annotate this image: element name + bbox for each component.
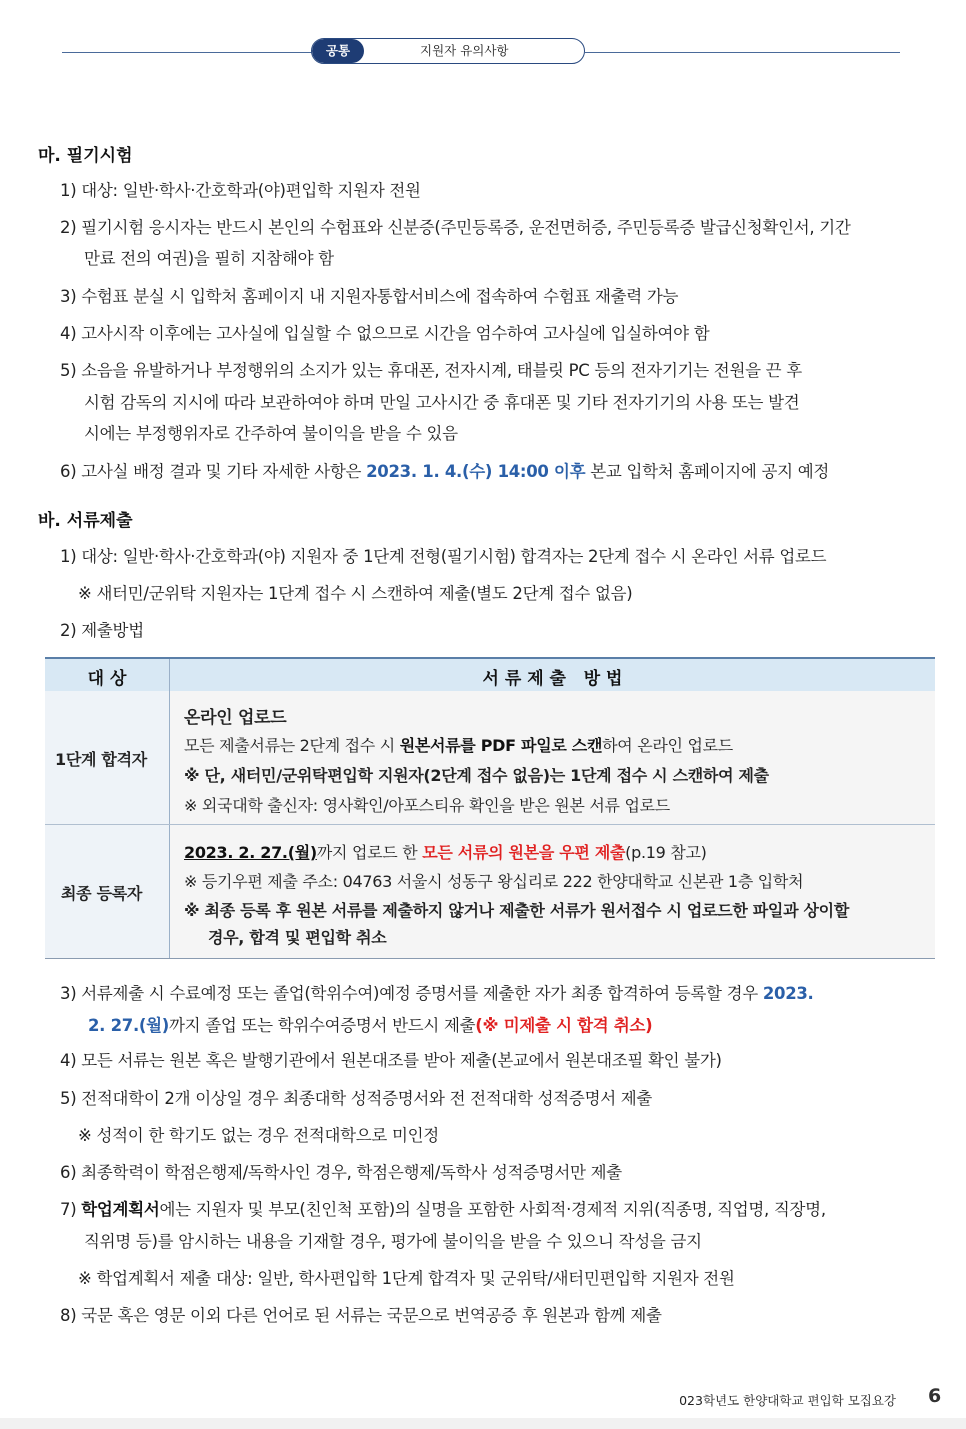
table-row-warning: ※ 최종 등록 후 원본 서류를 제출하지 않거나 제출한 서류가 원서접수 시 업로드한 파일과 상이할 bbox=[184, 901, 849, 920]
date-highlight: 2023. 1. 4.(수) 14:00 이후 bbox=[366, 462, 586, 481]
header-tag: 공통 bbox=[312, 39, 364, 63]
header-rule-left bbox=[62, 52, 312, 53]
date-highlight: 2. 27.(월) bbox=[88, 1016, 170, 1035]
list-item: 6) 최종학력이 학점은행제/독학사인 경우, 학점은행제/독학사 성적증명서만 제출 bbox=[60, 1163, 622, 1182]
divider bbox=[45, 958, 935, 959]
footer-bar bbox=[0, 1418, 966, 1429]
header-title: 지원자 유의사항 bbox=[420, 43, 509, 58]
list-item: 5) 전적대학이 2개 이상일 경우 최종대학 성적증명서와 전 전적대학 성적증명서 제출 bbox=[60, 1089, 653, 1108]
list-item: 1) 대상: 일반·학사·간호학과(야) 지원자 중 1단계 전형(필기시험) 합격자는 2단계 접수 시 온라인 서류 업로드 bbox=[60, 547, 827, 566]
header-banner bbox=[311, 38, 585, 64]
text-red: 모든 서류의 원본을 우편 제출 bbox=[422, 843, 626, 862]
text-red: (※ 미제출 시 합격 취소) bbox=[475, 1016, 653, 1035]
table-row-note-bold: ※ 단, 새터민/군위탁편입학 지원자(2단계 접수 없음)는 1단계 접수 시 스캔하여 제출 bbox=[184, 766, 769, 785]
section-heading-written-exam: 마. 필기시험 bbox=[38, 146, 133, 166]
list-item: 4) 고사시작 이후에는 고사실에 입실할 수 없으므로 시간을 엄수하여 고사실에 입실하여야 함 bbox=[60, 324, 710, 343]
row-title-online: 온라인 업로드 bbox=[184, 708, 287, 728]
text: 하여 온라인 업로드 bbox=[602, 736, 733, 755]
table-row-warning-cont: 경우, 합격 및 편입학 취소 bbox=[208, 928, 387, 947]
page-number: 6 bbox=[928, 1385, 942, 1407]
text-bold: 원본서류를 PDF 파일로 스캔 bbox=[399, 736, 603, 755]
text: 7) bbox=[60, 1200, 82, 1219]
note: ※ 학업계획서 제출 대상: 일반, 학사편입학 1단계 합격자 및 군위탁/새터민편입학 지원자 전원 bbox=[78, 1269, 735, 1288]
footer-text: 023학년도 한양대학교 편입학 모집요강 bbox=[679, 1393, 896, 1408]
table-row-text bbox=[184, 840, 707, 863]
list-item: 5) 소음을 유발하거나 부정행위의 소지가 있는 휴대폰, 전자시계, 태블릿 PC 등의 전자기기는 전원을 끈 후 bbox=[60, 361, 802, 380]
list-item-cont bbox=[88, 1012, 652, 1036]
note: ※ 성적이 한 학기도 없는 경우 전적대학으로 미인정 bbox=[78, 1126, 439, 1145]
section-heading-documents: 바. 서류제출 bbox=[38, 511, 133, 531]
deadline-date: 2023. 2. 27.(월) bbox=[184, 843, 317, 862]
text: 3) 서류제출 시 수료예정 또는 졸업(학위수여)예정 증명서를 제출한 자가 최종 합격하여 등록할 경우 bbox=[60, 984, 763, 1003]
list-item: 8) 국문 혹은 영문 이외 다른 언어로 된 서류는 국문으로 번역공증 후 원본과 함께 제출 bbox=[60, 1306, 662, 1325]
text: 까지 졸업 또는 학위수여증명서 반드시 제출 bbox=[169, 1016, 476, 1035]
divider bbox=[169, 659, 170, 691]
row-target-final: 최종 등록자 bbox=[61, 884, 143, 903]
text: 까지 업로드 한 bbox=[316, 843, 423, 862]
date-highlight: 2023. bbox=[762, 984, 814, 1003]
table-row-note: ※ 외국대학 출신자: 영사확인/아포스티유 확인을 받은 원본 서류 업로드 bbox=[184, 796, 670, 815]
list-item: 1) 대상: 일반·학사·간호학과(야)편입학 지원자 전원 bbox=[60, 181, 421, 200]
list-item: 2) 필기시험 응시자는 반드시 본인의 수험표와 신분증(주민등록증, 운전면허증, 주민등록증 발급신청확인서, 기간 bbox=[60, 218, 851, 237]
table-header-method: 서 류 제 출 방 법 bbox=[482, 669, 623, 689]
list-item bbox=[60, 980, 814, 1004]
text: 에는 지원자 및 부모(친인척 포함)의 실명을 포함한 사회적·경제적 지위(직종명, 직업명, 직장명, bbox=[159, 1200, 826, 1219]
list-item-cont: 시에는 부정행위자로 간주하여 불이익을 받을 수 있음 bbox=[84, 424, 458, 443]
row-target-stage1: 1단계 합격자 bbox=[55, 750, 147, 769]
table-header-target: 대 상 bbox=[87, 669, 127, 689]
list-item: 2) 제출방법 bbox=[60, 621, 144, 640]
list-item-cont: 만료 전의 여권)을 필히 지참해야 함 bbox=[84, 249, 334, 268]
list-item: 4) 모든 서류는 원본 혹은 발행기관에서 원본대조를 받아 제출(본교에서 원본대조필 확인 불가) bbox=[60, 1051, 722, 1070]
list-item bbox=[60, 1196, 826, 1220]
text-bold: 학업계획서 bbox=[81, 1200, 160, 1219]
list-item: 3) 수험표 분실 시 입학처 홈페이지 내 지원자통합서비스에 접속하여 수험표 재출력 가능 bbox=[60, 287, 679, 306]
header-rule-right bbox=[585, 52, 900, 53]
text: 6) 고사실 배정 결과 및 기타 자세한 사항은 bbox=[60, 462, 367, 481]
text: 본교 입학처 홈페이지에 공지 예정 bbox=[585, 462, 829, 481]
list-item bbox=[60, 458, 829, 482]
list-item-cont: 시험 감독의 지시에 따라 보관하여야 하며 만일 고사시간 중 휴대폰 및 기타 전자기기의 사용 또는 발견 bbox=[84, 393, 800, 412]
list-item-cont: 직위명 등)를 암시하는 내용을 기재할 경우, 평가에 불이익을 받을 수 있으니 작성을 금지 bbox=[84, 1232, 702, 1251]
note: ※ 새터민/군위탁 지원자는 1단계 접수 시 스캔하여 제출(별도 2단계 접수 없음) bbox=[78, 584, 633, 603]
table-row-text bbox=[184, 733, 733, 756]
submission-table bbox=[45, 657, 935, 959]
table-row-note: ※ 등기우편 제출 주소: 04763 서울시 성동구 왕십리로 222 한양대학교 신본관 1층 입학처 bbox=[184, 872, 804, 891]
text: (p.19 참고) bbox=[625, 843, 707, 862]
text: 모든 제출서류는 2단계 접수 시 bbox=[184, 736, 400, 755]
table-header bbox=[45, 657, 935, 691]
